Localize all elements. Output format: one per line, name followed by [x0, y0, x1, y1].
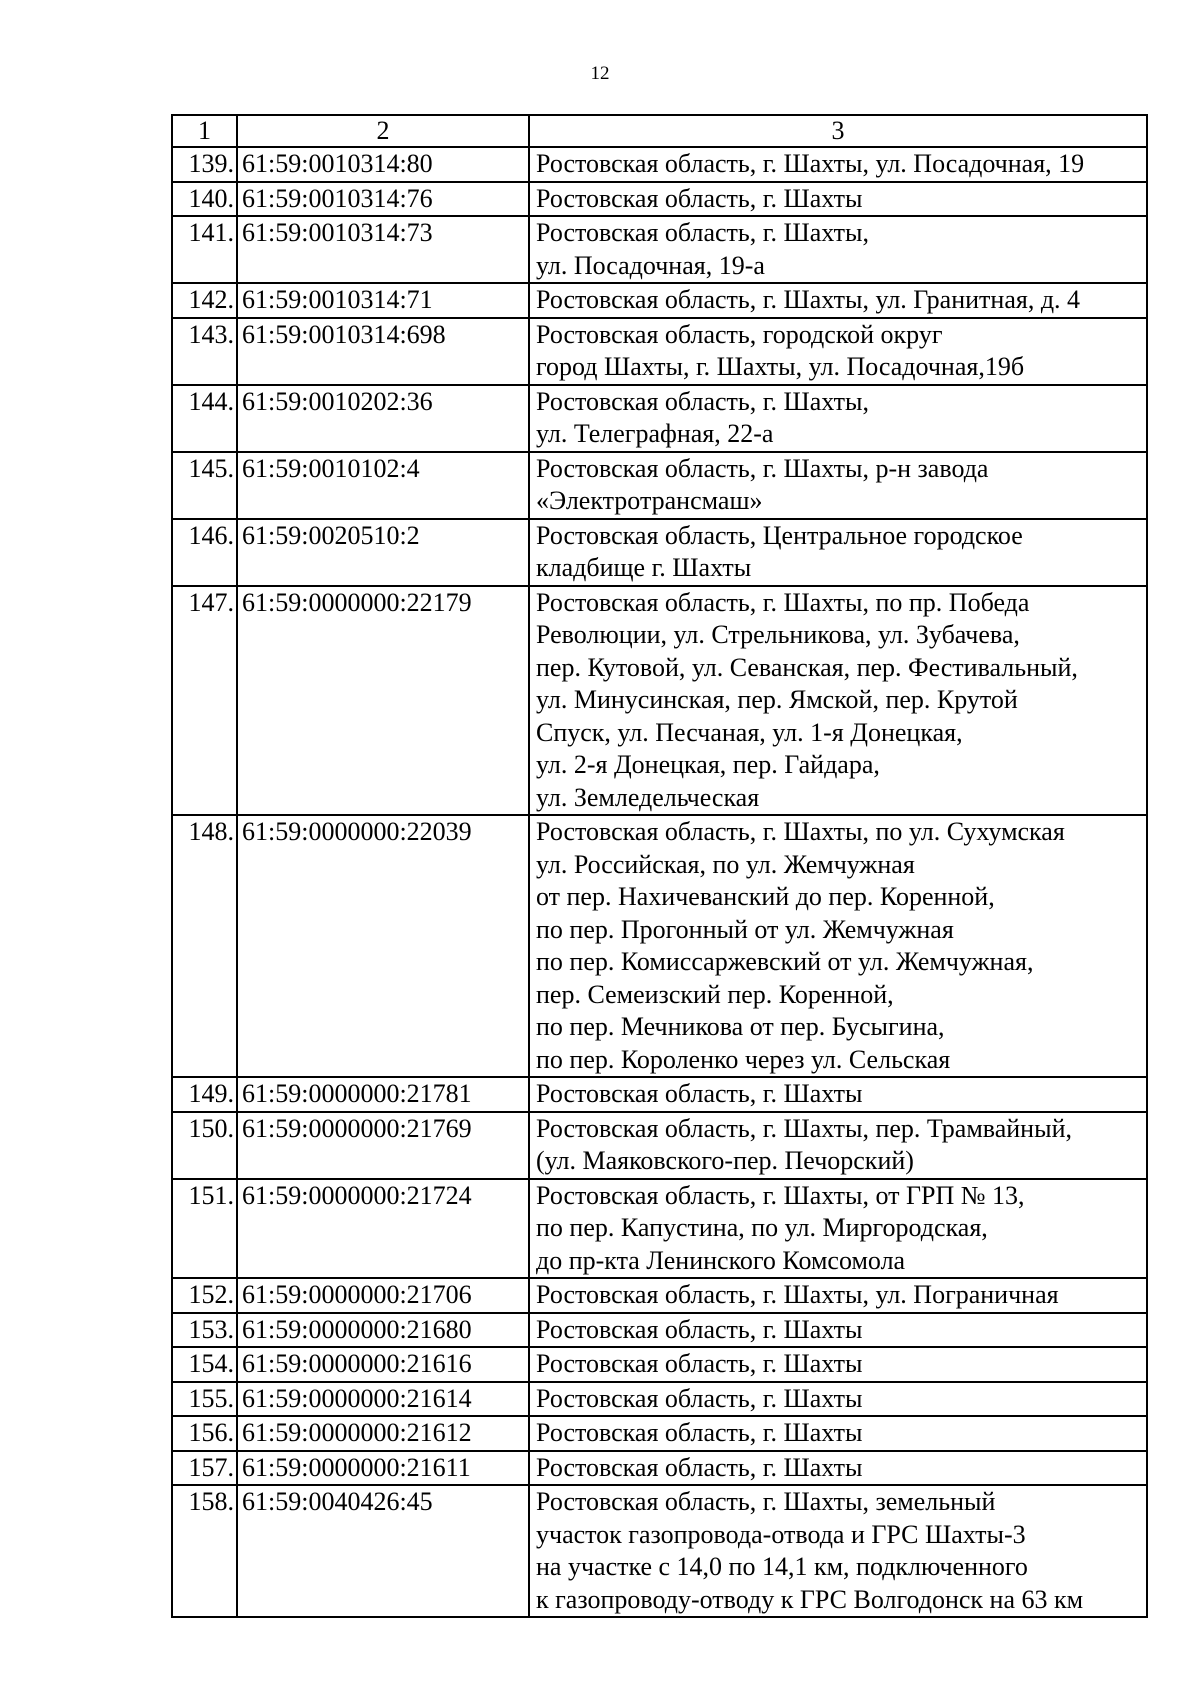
address-cell [529, 1416, 1147, 1451]
cadastral-number: 61:59:0000000:22179 [237, 586, 529, 816]
address-line: участок газопровода-отвода и ГРС Шахты-3 [536, 1519, 1026, 1549]
address-cell [529, 519, 1147, 586]
row-number: 149. [172, 1077, 237, 1112]
address-line: ул. Земледельческая [536, 782, 760, 812]
address-line: от пер. Нахичеванский до пер. Коренной, [536, 882, 995, 911]
address-cell [529, 1278, 1147, 1313]
address-cell [529, 283, 1147, 318]
table-row [172, 1416, 1147, 1451]
address-cell [529, 1112, 1147, 1179]
address-line: по пер. Капустина, по ул. Миргородская, [536, 1213, 988, 1242]
address-cell [529, 216, 1147, 283]
address-line: Ростовская область, г. Шахты [536, 1418, 863, 1447]
address-line: город Шахты, г. Шахты, ул. Посадочная,19б [536, 352, 1025, 381]
address-cell [529, 1382, 1147, 1417]
address-cell [529, 1179, 1147, 1279]
table-row [172, 1347, 1147, 1382]
address-line: по пер. Мечникова от пер. Бусыгина, [536, 1012, 945, 1041]
row-number: 143. [172, 318, 237, 385]
address-line: Ростовская область, г. Шахты, земельный [536, 1487, 996, 1516]
address-line: до пр-кта Ленинского Комсомола [536, 1245, 906, 1275]
address-line: Ростовская область, г. Шахты, от ГРП № 13, [536, 1180, 1025, 1210]
row-number: 158. [172, 1485, 237, 1617]
row-number: 156. [172, 1416, 237, 1451]
table-row [172, 283, 1147, 318]
address-cell [529, 1313, 1147, 1348]
cadastral-number: 61:59:0000000:22039 [237, 815, 529, 1077]
address-line: на участке с 14,0 по 14,1 км, подключенного [536, 1552, 1028, 1581]
table-row [172, 1179, 1147, 1279]
address-line: Ростовская область, г. Шахты, по пр. Победа [536, 587, 1030, 617]
address-line: пер. Семеизский пер. Коренной, [536, 979, 894, 1009]
table-row [172, 1313, 1147, 1348]
table-row [172, 1485, 1147, 1617]
row-number: 151. [172, 1179, 237, 1279]
table-row [172, 147, 1147, 182]
address-line: Ростовская область, г. Шахты, ул. Посадочная, 19 [536, 149, 1085, 178]
address-line: Ростовская область, г. Шахты, ул. Пограничная [536, 1280, 1059, 1309]
row-number: 153. [172, 1313, 237, 1348]
address-cell [529, 1077, 1147, 1112]
address-line: Ростовская область, г. Шахты, ул. Гранитная, д. 4 [536, 285, 1081, 314]
cadastral-number: 61:59:0010314:80 [237, 147, 529, 182]
cadastral-number: 61:59:0000000:21724 [237, 1179, 529, 1279]
cadastral-number: 61:59:0020510:2 [237, 519, 529, 586]
table-row [172, 586, 1147, 816]
row-number: 147. [172, 586, 237, 816]
address-line: Ростовская область, г. Шахты [536, 183, 863, 213]
address-line: Ростовская область, Центральное городское [536, 520, 1023, 550]
address-line: по пер. Короленко через ул. Сельская [536, 1044, 951, 1074]
table-row [172, 519, 1147, 586]
address-cell [529, 385, 1147, 452]
column-header-address: 3 [529, 115, 1147, 147]
address-cell [529, 452, 1147, 519]
address-line: к газопроводу-отводу к ГРС Волгодонск на 63 км [536, 1584, 1084, 1614]
address-line: кладбище г. Шахты [536, 553, 752, 582]
cadastral-number: 61:59:0010314:698 [237, 318, 529, 385]
row-number: 142. [172, 283, 237, 318]
table-row [172, 182, 1147, 217]
address-line: по пер. Прогонный от ул. Жемчужная [536, 914, 954, 944]
address-line: «Электротрансмаш» [536, 486, 763, 515]
table-row [172, 385, 1147, 452]
cadastral-number: 61:59:0010314:73 [237, 216, 529, 283]
address-line: Ростовская область, г. Шахты [536, 1383, 863, 1413]
row-number: 145. [172, 452, 237, 519]
table-row [172, 1451, 1147, 1486]
table-row [172, 1077, 1147, 1112]
table-row [172, 452, 1147, 519]
address-line: ул. Посадочная, 19-а [536, 250, 765, 280]
address-line: Ростовская область, г. Шахты, пер. Трамвайный, [536, 1113, 1072, 1143]
row-number: 155. [172, 1382, 237, 1417]
row-number: 140. [172, 182, 237, 217]
column-header-number: 1 [172, 115, 237, 147]
address-cell [529, 182, 1147, 217]
row-number: 146. [172, 519, 237, 586]
address-cell [529, 815, 1147, 1077]
table-row [172, 1382, 1147, 1417]
address-line: Ростовская область, г. Шахты [536, 1452, 863, 1482]
cadastral-number: 61:59:0040426:45 [237, 1485, 529, 1617]
address-line: Ростовская область, г. Шахты, по ул. Сухумская [536, 817, 1065, 846]
row-number: 154. [172, 1347, 237, 1382]
row-number: 139. [172, 147, 237, 182]
address-line: Ростовская область, г. Шахты, [536, 218, 869, 247]
cadastral-number: 61:59:0000000:21769 [237, 1112, 529, 1179]
cadastral-number: 61:59:0000000:21614 [237, 1382, 529, 1417]
cadastral-number: 61:59:0010314:71 [237, 283, 529, 318]
address-line: ул. 2-я Донецкая, пер. Гайдара, [536, 750, 880, 779]
table-header-row [172, 115, 1147, 147]
address-line: Ростовская область, г. Шахты [536, 1079, 863, 1108]
address-line: ул. Российская, по ул. Жемчужная [536, 849, 915, 879]
address-line: пер. Кутовой, ул. Севанская, пер. Фестивальный, [536, 652, 1078, 682]
row-number: 144. [172, 385, 237, 452]
address-line: Ростовская область, г. Шахты [536, 1349, 863, 1378]
address-line: ул. Телеграфная, 22-а [536, 419, 774, 448]
address-cell [529, 318, 1147, 385]
address-cell [529, 1451, 1147, 1486]
table-row [172, 815, 1147, 1077]
table-row [172, 318, 1147, 385]
address-line: ул. Минусинская, пер. Ямской, пер. Крутой [536, 685, 1018, 714]
row-number: 141. [172, 216, 237, 283]
land-plot-table [171, 114, 1148, 1618]
row-number: 152. [172, 1278, 237, 1313]
address-line: по пер. Комиссаржевский от ул. Жемчужная, [536, 947, 1034, 976]
table-row [172, 1112, 1147, 1179]
address-line: Ростовская область, г. Шахты [536, 1314, 863, 1344]
cadastral-number: 61:59:0000000:21611 [237, 1451, 529, 1486]
row-number: 157. [172, 1451, 237, 1486]
cadastral-number: 61:59:0010102:4 [237, 452, 529, 519]
table-row [172, 216, 1147, 283]
row-number: 150. [172, 1112, 237, 1179]
address-cell [529, 1347, 1147, 1382]
cadastral-number: 61:59:0010314:76 [237, 182, 529, 217]
cadastral-number: 61:59:0000000:21616 [237, 1347, 529, 1382]
page-number: 12 [590, 63, 610, 84]
cadastral-number: 61:59:0000000:21781 [237, 1077, 529, 1112]
address-line: Ростовская область, городской округ [536, 319, 943, 349]
cadastral-number: 61:59:0000000:21706 [237, 1278, 529, 1313]
cadastral-number: 61:59:0000000:21680 [237, 1313, 529, 1348]
address-line: (ул. Маяковского-пер. Печорский) [536, 1146, 914, 1175]
cadastral-number: 61:59:0000000:21612 [237, 1416, 529, 1451]
address-cell [529, 1485, 1147, 1617]
address-line: Спуск, ул. Песчаная, ул. 1-я Донецкая, [536, 717, 963, 747]
column-header-cadastral-number: 2 [237, 115, 529, 147]
row-number: 148. [172, 815, 237, 1077]
table-body [172, 147, 1147, 1617]
address-line: Ростовская область, г. Шахты, [536, 386, 869, 416]
table-row [172, 1278, 1147, 1313]
address-cell [529, 147, 1147, 182]
address-line: Революции, ул. Стрельникова, ул. Зубачева, [536, 620, 1020, 649]
address-cell [529, 586, 1147, 816]
cadastral-number: 61:59:0010202:36 [237, 385, 529, 452]
address-line: Ростовская область, г. Шахты, р-н завода [536, 453, 989, 483]
